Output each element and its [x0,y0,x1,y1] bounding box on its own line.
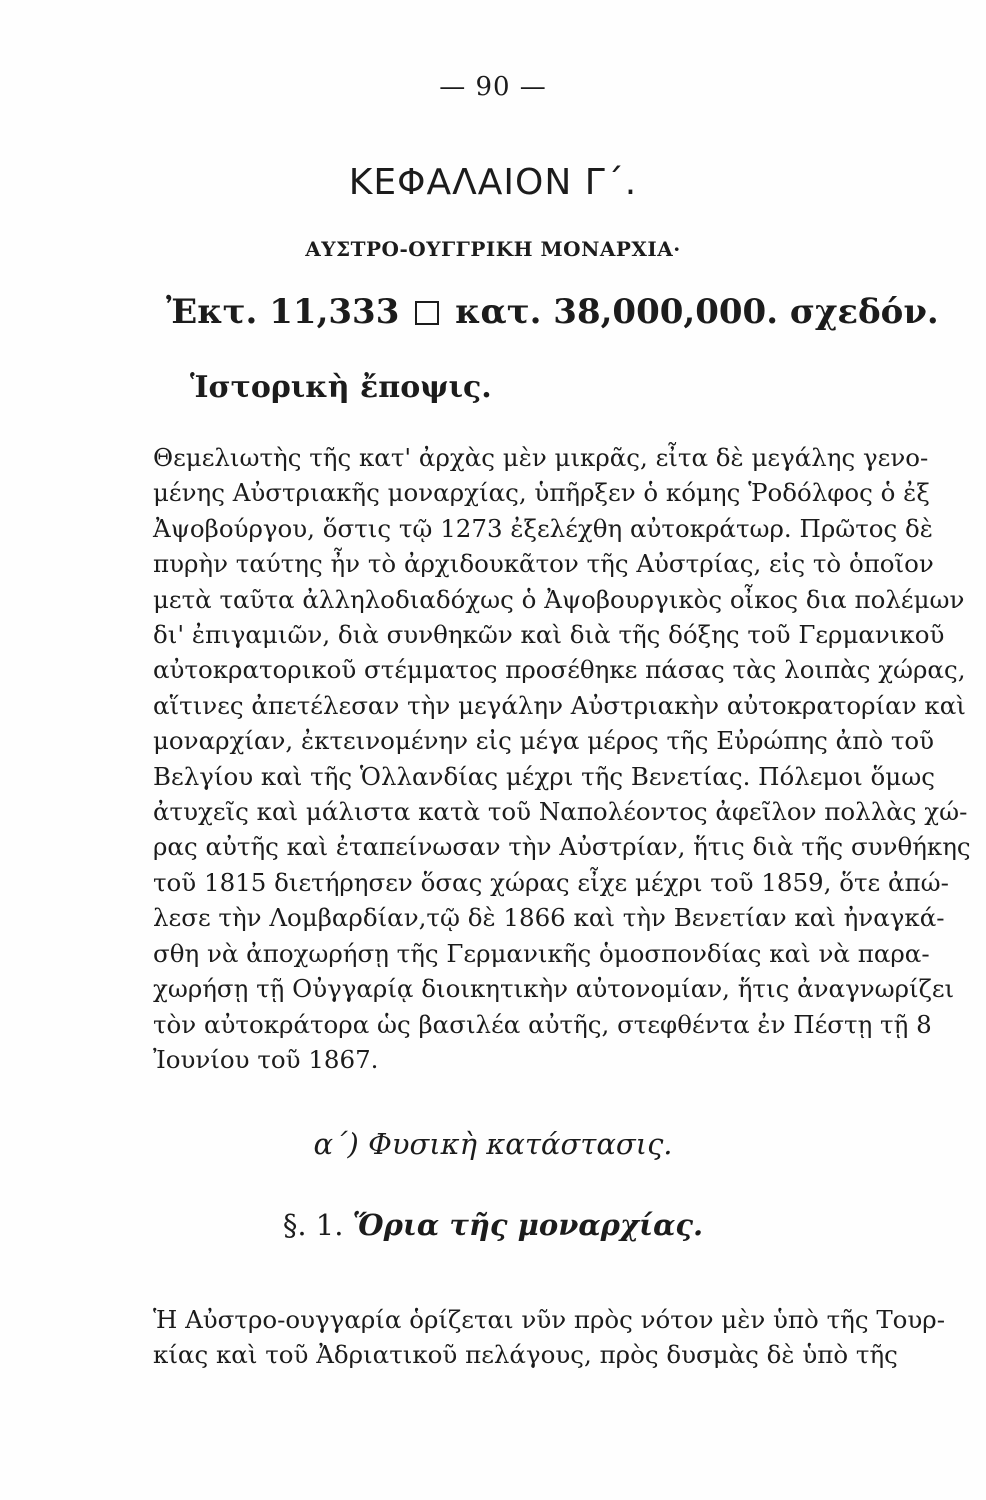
physical-state-heading: α΄) Φυσικὴ κατάστασις. [313,1127,673,1161]
chapter-title: ΚΕΦΑΛΑΙΟΝ Γ΄. [348,162,638,203]
text-line: αὐτοκρατορικοῦ στέμματος προσέθηκε πάσας τὰς λοιπὰς χώρας, [153,655,966,685]
text-line: κίας καὶ τοῦ Ἀδριατικοῦ πελάγους, πρὸς δυσμὰς δὲ ὑπὸ τῆς [153,1340,898,1370]
text-line: χωρήσῃ τῇ Οὐγγαρίᾳ διοικητικὴν αὐτονομίαν, ἥτις ἀναγνωρίζει [153,974,955,1004]
text-line: μοναρχίαν, ἐκτεινομένην εἰς μέγα μέρος τῆς Εὐρώπης ἀπὸ τοῦ [153,726,935,756]
statistics-line [166,292,939,332]
text-line: σθη νὰ ἀποχωρήσῃ τῆς Γερμανικῆς ὁμοσπονδίας καὶ νὰ παρα- [153,938,930,968]
text-line: Θεμελιωτὴς τῆς κατ' ἀρχὰς μὲν μικρᾶς, εἶτα δὲ μεγάλης γενο- [153,443,929,472]
population-value: 38,000,000. σχεδόν. [553,292,939,332]
text-line: μετὰ ταῦτα ἀλληλοδιαδόχως ὁ Ἀψοβουργικὸς οἶκος δια πολέμων [153,584,965,614]
text-line: ἀτυχεῖς καὶ μάλιστα κατὰ τοῦ Ναπολέοντος ἀφεῖλον πολλὰς χώ- [153,797,968,827]
text-line: Βελγίου καὶ τῆς Ὁλλανδίας μέχρι τῆς Βενετίας. Πόλεμοι ὅμως [153,761,935,791]
section-heading [0,1208,986,1242]
population-label: κατ. [455,292,542,332]
section-title: Ὅρια τῆς μοναρχίας. [352,1208,704,1242]
chapter-subtitle: ΑΥΣΤΡΟ-ΟΥΓΓΡΙΚΗ ΜΟΝΑΡΧΙΑ· [305,237,681,261]
text-line: Ἀψοβούργου, ὅστις τῷ 1273 ἐξελέχθη αὐτοκράτωρ. Πρῶτος δὲ [153,513,933,543]
text-line: τοῦ 1815 διετήρησεν ὅσας χώρας εἶχε μέχρι τοῦ 1859, ὅτε ἀπώ- [153,867,949,897]
text-line: λεσε τὴν Λομβαρδίαν,τῷ δὲ 1866 καὶ τὴν Βενετίαν καὶ ἠναγκά- [153,903,945,933]
area-value: 11,333 [269,292,400,332]
text-line: δι' ἐπιγαμιῶν, διὰ συνθηκῶν καὶ διὰ τῆς δόξης τοῦ Γερμανικοῦ [153,620,945,650]
square-icon [415,301,439,325]
text-line: ρας αὐτῆς καὶ ἐταπείνωσαν τὴν Αὐστρίαν, ἥτις διὰ τῆς συνθήκης [153,832,971,862]
history-paragraph [153,440,971,1077]
area-label: Ἐκτ. [166,292,258,332]
historical-heading: Ἱστορικὴ ἔποψις. [190,370,492,405]
text-line: Ἰουνίου τοῦ 1867. [153,1044,379,1074]
text-line: τὸν αὐτοκράτορα ὡς βασιλέα αὐτῆς, στεφθέντα ἐν Πέστῃ τῇ 8 [153,1009,932,1039]
page-number: — 90 — [439,72,547,102]
text-line: πυρὴν ταύτης ἦν τὸ ἀρχιδουκᾶτον τῆς Αὐστρίας, εἰς τὸ ὁποῖον [153,549,934,579]
text-line: μένης Αὐστριακῆς μοναρχίας, ὑπῆρξεν ὁ κόμης Ῥοδόλφος ὁ ἐξ [153,478,930,508]
text-line: αἵτινες ἀπετέλεσαν τὴν μεγάλην Αὐστριακὴν αὐτοκρατορίαν καὶ [153,690,966,720]
text-line: Ἡ Αὐστρο-ουγγαρία ὁρίζεται νῦν πρὸς νότον μὲν ὑπὸ τῆς Τουρ- [153,1305,945,1334]
section-number: §. 1. [282,1208,344,1242]
borders-paragraph [153,1302,945,1373]
